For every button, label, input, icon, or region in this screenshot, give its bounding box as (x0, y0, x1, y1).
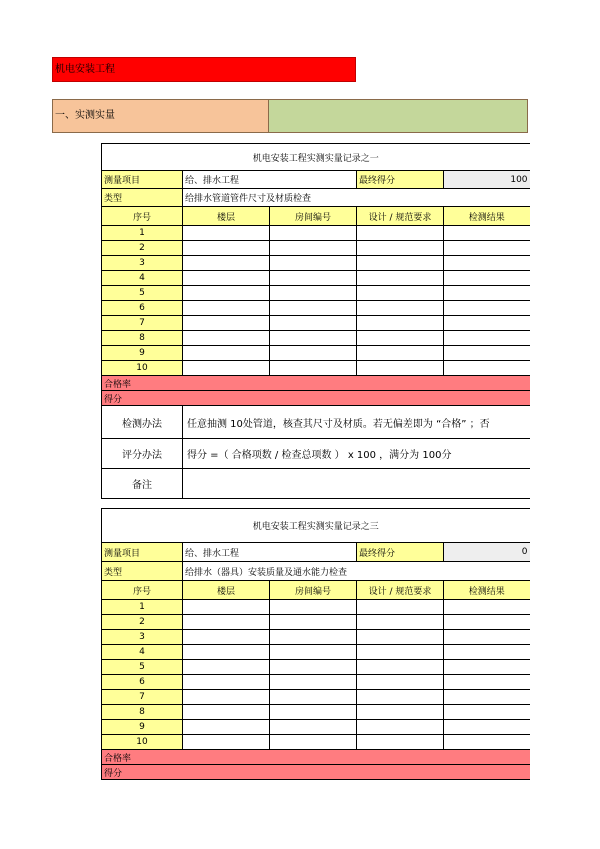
requirement-cell[interactable] (357, 271, 444, 286)
check-method-text: 任意抽测 10处管道，核查其尺寸及材质。若无偏差即为 “合格” ；否 (183, 406, 530, 439)
result-cell[interactable] (444, 226, 530, 241)
requirement-cell[interactable] (357, 645, 444, 660)
floor-cell[interactable] (183, 615, 270, 630)
room-cell[interactable] (270, 361, 357, 376)
table-row (102, 615, 530, 630)
type-label: 类型 (102, 562, 183, 581)
requirement-cell[interactable] (357, 600, 444, 615)
table-row (102, 316, 530, 331)
final-score-value: 100 (444, 171, 530, 189)
requirement-cell[interactable] (357, 615, 444, 630)
result-cell[interactable] (444, 331, 530, 346)
table-row (102, 600, 530, 615)
floor-cell[interactable] (183, 645, 270, 660)
column-header-floor: 楼层 (183, 207, 270, 226)
scoring-method-text: 得分 =（ 合格项数 / 检查总项数 ） x 100 ，满分为 100分 (183, 439, 530, 469)
room-cell[interactable] (270, 630, 357, 645)
requirement-cell[interactable] (357, 256, 444, 271)
row-index: 8 (102, 705, 183, 720)
final-score-value: 0 (444, 543, 530, 562)
result-cell[interactable] (444, 286, 530, 301)
row-index: 3 (102, 630, 183, 645)
row-index: 1 (102, 226, 183, 241)
result-cell[interactable] (444, 241, 530, 256)
row-index: 5 (102, 660, 183, 675)
result-cell[interactable] (444, 271, 530, 286)
floor-cell[interactable] (183, 630, 270, 645)
table-row (102, 735, 530, 750)
requirement-cell[interactable] (357, 241, 444, 256)
floor-cell[interactable] (183, 705, 270, 720)
table-row (102, 256, 530, 271)
row-index: 10 (102, 735, 183, 750)
pass-rate-row: 合格率 (102, 376, 530, 391)
floor-cell[interactable] (183, 271, 270, 286)
table-row (102, 705, 530, 720)
room-cell[interactable] (270, 286, 357, 301)
requirement-cell[interactable] (357, 316, 444, 331)
table-row (102, 346, 530, 361)
column-header-requirement: 设计 / 规范要求 (357, 581, 444, 600)
measure-item-label: 测量项目 (102, 171, 183, 189)
room-cell[interactable] (270, 331, 357, 346)
row-index: 2 (102, 615, 183, 630)
requirement-cell[interactable] (357, 660, 444, 675)
table-row (102, 675, 530, 690)
table-row (102, 301, 530, 316)
floor-cell[interactable] (183, 331, 270, 346)
requirement-cell[interactable] (357, 675, 444, 690)
result-cell[interactable] (444, 720, 530, 735)
project-title-bar (52, 57, 356, 82)
room-cell[interactable] (270, 301, 357, 316)
result-cell[interactable] (444, 346, 530, 361)
record-table-1 (101, 143, 530, 499)
room-cell[interactable] (270, 735, 357, 750)
requirement-cell[interactable] (357, 361, 444, 376)
remarks-label: 备注 (102, 469, 183, 499)
floor-cell[interactable] (183, 256, 270, 271)
row-index: 8 (102, 331, 183, 346)
room-cell[interactable] (270, 346, 357, 361)
type-value: 给排水（器具）安装质量及通水能力检查 (183, 562, 530, 581)
room-cell[interactable] (270, 241, 357, 256)
requirement-cell[interactable] (357, 735, 444, 750)
result-cell[interactable] (444, 316, 530, 331)
result-cell[interactable] (444, 660, 530, 675)
requirement-cell[interactable] (357, 226, 444, 241)
table-row (102, 331, 530, 346)
room-cell[interactable] (270, 615, 357, 630)
column-header-result: 检测结果 (444, 581, 530, 600)
result-cell[interactable] (444, 301, 530, 316)
result-cell[interactable] (444, 735, 530, 750)
requirement-cell[interactable] (357, 705, 444, 720)
table-row (102, 660, 530, 675)
result-cell[interactable] (444, 361, 530, 376)
floor-cell[interactable] (183, 241, 270, 256)
pass-rate-row: 合格率 (102, 750, 530, 765)
row-index: 7 (102, 690, 183, 705)
floor-cell[interactable] (183, 286, 270, 301)
table-row (102, 226, 530, 241)
table-row (102, 286, 530, 301)
floor-cell[interactable] (183, 346, 270, 361)
room-cell[interactable] (270, 271, 357, 286)
column-header-index: 序号 (102, 207, 183, 226)
result-cell[interactable] (444, 256, 530, 271)
column-header-result: 检测结果 (444, 207, 530, 226)
row-index: 2 (102, 241, 183, 256)
remarks-value (183, 469, 530, 499)
result-cell[interactable] (444, 600, 530, 615)
room-cell[interactable] (270, 705, 357, 720)
result-cell[interactable] (444, 615, 530, 630)
floor-cell[interactable] (183, 735, 270, 750)
row-index: 7 (102, 316, 183, 331)
section-header-fill (269, 100, 527, 132)
column-header-requirement: 设计 / 规范要求 (357, 207, 444, 226)
project-title: 机电安装工程 (55, 64, 115, 75)
score-row: 得分 (102, 391, 530, 406)
score-row: 得分 (102, 765, 530, 780)
floor-cell[interactable] (183, 600, 270, 615)
requirement-cell[interactable] (357, 720, 444, 735)
room-cell[interactable] (270, 675, 357, 690)
type-label: 类型 (102, 189, 183, 207)
floor-cell[interactable] (183, 316, 270, 331)
check-method-label: 检测办法 (102, 406, 183, 439)
measure-item-label: 测量项目 (102, 543, 183, 562)
record-title: 机电安装工程实测实量记录之三 (102, 509, 530, 543)
row-index: 6 (102, 675, 183, 690)
type-value: 给排水管道管件尺寸及材质检查 (183, 189, 530, 207)
section-title: 一、实测实量 (53, 100, 269, 132)
room-cell[interactable] (270, 690, 357, 705)
room-cell[interactable] (270, 660, 357, 675)
room-cell[interactable] (270, 600, 357, 615)
column-header-index: 序号 (102, 581, 183, 600)
floor-cell[interactable] (183, 720, 270, 735)
table-row (102, 720, 530, 735)
requirement-cell[interactable] (357, 346, 444, 361)
requirement-cell[interactable] (357, 331, 444, 346)
room-cell[interactable] (270, 645, 357, 660)
final-score-label: 最终得分 (357, 171, 444, 189)
requirement-cell[interactable] (357, 690, 444, 705)
room-cell[interactable] (270, 256, 357, 271)
table-row (102, 630, 530, 645)
measure-item-value: 给、排水工程 (183, 171, 357, 189)
table-row (102, 271, 530, 286)
requirement-cell[interactable] (357, 301, 444, 316)
row-index: 4 (102, 645, 183, 660)
table-row (102, 645, 530, 660)
floor-cell[interactable] (183, 660, 270, 675)
table-row (102, 241, 530, 256)
result-cell[interactable] (444, 645, 530, 660)
record-table-3 (101, 508, 530, 780)
table-row (102, 690, 530, 705)
row-index: 9 (102, 346, 183, 361)
floor-cell[interactable] (183, 690, 270, 705)
section-header (52, 99, 528, 133)
room-cell[interactable] (270, 720, 357, 735)
final-score-label: 最终得分 (357, 543, 444, 562)
result-cell[interactable] (444, 630, 530, 645)
floor-cell[interactable] (183, 301, 270, 316)
room-cell[interactable] (270, 316, 357, 331)
table-row (102, 361, 530, 376)
measure-item-value: 给、排水工程 (183, 543, 357, 562)
room-cell[interactable] (270, 226, 357, 241)
result-cell[interactable] (444, 705, 530, 720)
column-header-room: 房间编号 (270, 581, 357, 600)
result-cell[interactable] (444, 675, 530, 690)
record-title: 机电安装工程实测实量记录之一 (102, 144, 530, 171)
floor-cell[interactable] (183, 675, 270, 690)
floor-cell[interactable] (183, 226, 270, 241)
scoring-method-label: 评分办法 (102, 439, 183, 469)
requirement-cell[interactable] (357, 286, 444, 301)
column-header-room: 房间编号 (270, 207, 357, 226)
row-index: 6 (102, 301, 183, 316)
row-index: 5 (102, 286, 183, 301)
row-index: 9 (102, 720, 183, 735)
row-index: 4 (102, 271, 183, 286)
result-cell[interactable] (444, 690, 530, 705)
column-header-floor: 楼层 (183, 581, 270, 600)
requirement-cell[interactable] (357, 630, 444, 645)
row-index: 3 (102, 256, 183, 271)
row-index: 10 (102, 361, 183, 376)
floor-cell[interactable] (183, 361, 270, 376)
row-index: 1 (102, 600, 183, 615)
